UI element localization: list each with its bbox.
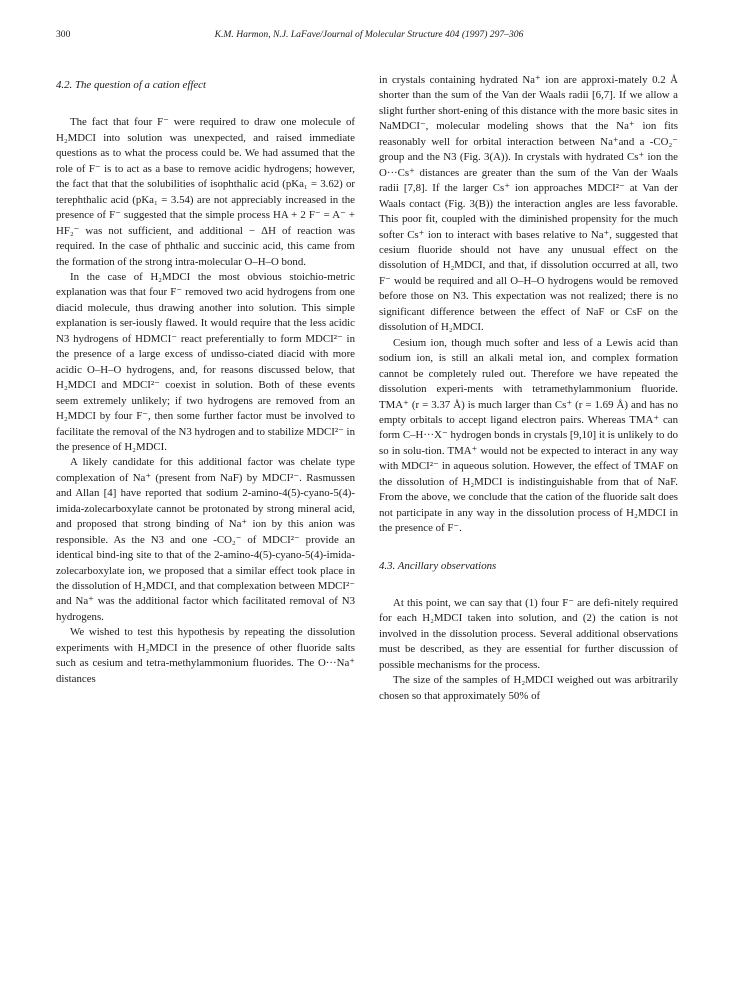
running-header (56, 28, 682, 42)
section-heading-4-2: 4.2. The question of a cation effect (56, 79, 206, 91)
section-heading-4-3: 4.3. Ancillary observations (379, 559, 497, 572)
paragraph: In the case of H₂MDCI the most obvious stoichio-metric explanation was that four F⁻ removed two acid hydrogens from one diacid molecule, thus drawing another into solution. This simple explanation is ser-iously flawed. It would require that the less acidic N3 hydrogens of HDMCI⁻ react preferentially to form MDCI²⁻ in the presence of a large excess of undisso-ciated diacid with more acidic O–H–O hydrogens, and, for reasons discussed below, that H₂MDCI and MDCI²⁻ coexist in solution. Both of these events seem extremely unlikely; if two hydrogens are removed from an H₂MDCI by four F⁻, then some further factor must be involved to facilitate the removal of the N3 hydrogen and to stabilize MDCI²⁻ in the presence of H₂MDCI. (56, 270, 355, 453)
paragraph: At this point, we can say that (1) four F⁻ are defi-nitely required for each H₂MDCI taken into solution, and (2) the cation is not involved in the dissolution process. Several additional observations must be described, as they are essential for further discussion of possible mechanisms for the process. (379, 597, 678, 671)
paragraph: in crystals containing hydrated Na⁺ ion are approxi-mately 0.2 Å shorter than the sum of the Van der Waals radii [6,7]. If we allow a slight further short-ening of this distance with the more basic sites in NaMDCI⁻, molecular modeling shows that the Na⁺ ion fits reasonably well for orbital interaction between Na⁺and a -CO₂⁻ group and the N3 (Fig. 3(A)). In crystals with hydrated Cs⁺ ion the O···Cs⁺ distances are greater than the sum of the Van der Waals radii [7,8]. If the larger Cs⁺ ion approaches MDCI²⁻ at Van der Waals contact (Fig. 3(B)) the interaction angles are less favorable. This poor fit, coupled with the diminished propensity for the much softer Cs⁺ ion to interact with bases relative to Na⁺, suggested that cesium fluoride should not have any unusual effect on the dissolution of H₂MDCI, and that, if dissolution occurred at all, two F⁻ would be required and all O–H–O hydrogens would be removed before those on N3. This expectation was not realized; there is no significant difference between the effect of NaF or CsF on the dissolution of H₂MDCI. (379, 74, 678, 334)
paragraph: We wished to test this hypothesis by repeating the dissolution experiments with H₂MDCI in the presence of other fluoride salts such as cesium and tetra-methylammonium fluorides. The O···Na⁺ distances (56, 626, 355, 685)
left-column (56, 78, 355, 687)
page-number: 300 (56, 29, 71, 40)
right-column (379, 73, 678, 704)
paragraph: The fact that four F⁻ were required to draw one molecule of H₂MDCI into solution was unexpected, and raised immediate questions as to what the process could be. We had assumed that the role of F⁻ is to act as a base to remove acidic hydrogens; however, the fact that that the solubilities of isophthalic acid (pKa₁ = 3.62) or terephthalic acid (pKa₁ = 3.54) are not appreciably increased in the presence of F⁻ suggested that the simple process HA + 2 F⁻ = A⁻ + HF₂⁻ was not sufficient, and additional − ΔH of reaction was required. In the case of phthalic and succinic acid, this came from the formation of the strong intra-molecular O–H–O bond. (56, 116, 355, 268)
running-title: K.M. Harmon, N.J. LaFave/Journal of Molecular Structure 404 (1997) 297–306 (214, 29, 524, 40)
paragraph: A likely candidate for this additional factor was chelate type complexation of Na⁺ (present from NaF) by MDCI²⁻. Rasmussen and Allan [4] have reported that sodium 2-amino-4(5)-cyano-5(4)-imida-zolecarboxylate cannot be protonated by strong mineral acid, and proposed that strong binding of Na⁺ ion by this anion was responsible. As the N3 and one -CO₂⁻ of MDCI²⁻ provide an identical bind-ing site to that of the 2-amino-4(5)-cyano-5(4)-imida-zolecarboxylate ion, we proposed that a similar effect took place in the dissolution of H₂MDCI, and that complexation between MDCI²⁻ and Na⁺ was the additional factor which facilitated removal of N3 hydrogens. (56, 456, 355, 623)
paragraph: Cesium ion, though much softer and less of a Lewis acid than sodium ion, is still an alkali metal ion, and complex formation cannot be completely ruled out. Therefore we have repeated the dissolution experi-ments with tetramethylammonium fluoride. TMA⁺ (r = 3.37 Å) is much larger than Cs⁺ (r = 1.69 Å) and has no empty orbitals to accept ligand electron pairs. Whereas TMA⁺ can form C–H···X⁻ hydrogen bonds in crystals [9,10] it is unlikely to do so in solu-tion. TMA⁺ would not be expected to interact in any way with MDCI²⁻ in aqueous solution. However, the effect of TMAF on the dissolution of H₂MDCI is indistinguishable from that of NaF. From the above, we conclude that the cation of the fluoride salt does not participate in any way in the dissolution process of H₂MDCI in the presence of F⁻. (379, 336, 678, 535)
paragraph: The size of the samples of H₂MDCI weighed out was arbitrarily chosen so that approximately 50% of (379, 674, 678, 702)
